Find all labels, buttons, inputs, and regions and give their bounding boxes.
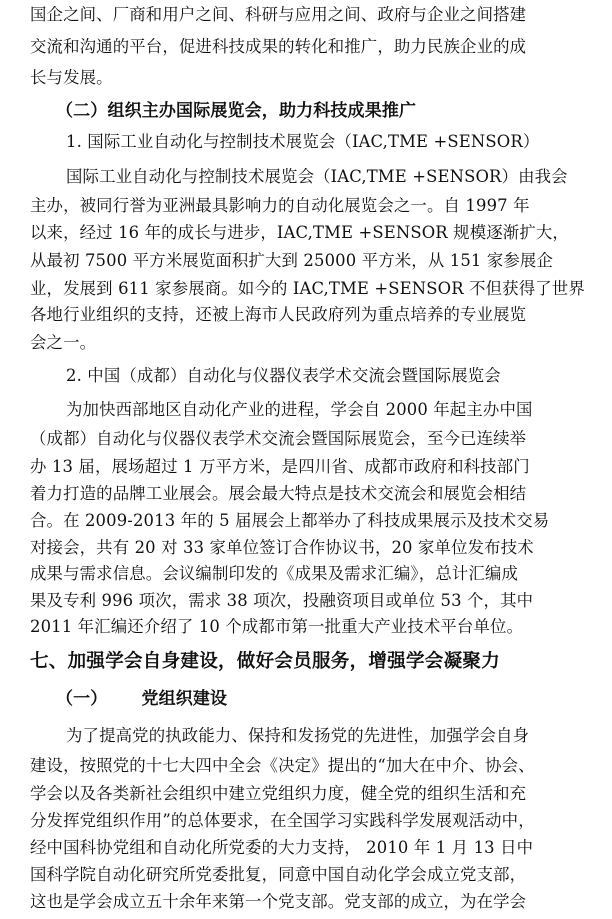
party-line-2: 建设，按照党的十七大四中全会《决定》提出的“加大在中介、协会、 [30, 756, 535, 775]
sub-1-title: 党组织建设 [141, 689, 228, 709]
party-line-4: 分发挥党组织作用”的总体要求，在全国学习实践科学发展观活动中， [30, 811, 535, 830]
item-2-line-4: 着力打造的品牌工业展会。展会最大特点是技术交流会和展览会相结 [30, 484, 527, 503]
item-1-line-6: 各地行业组织的支持，还被上海市人民政府列为重点培养的专业展览 [30, 305, 527, 324]
item-2-line-5: 合。在 2009-2013 年的 5 届展会上都举办了科技成果展示及技术交易 [30, 511, 550, 530]
intro-line-3: 长与发展。 [30, 68, 113, 87]
item-1-line-1: 国际工业自动化与控制技术展览会（IAC,TME +SENSOR）由我会 [66, 167, 568, 186]
item-1-line-5: 业，发展到 611 家参展商。如今的 IAC,TME +SENSOR 不但获得了世界 [30, 279, 585, 298]
item-2-line-3: 办 13 届，展场超过 1 万平方米，是四川省、成都市政府和科技部门 [30, 457, 530, 476]
party-line-6: 国科学院自动化研究所党委批复，同意中国自动化学会成立党支部， [30, 865, 527, 884]
party-line-1: 为了提高党的执政能力、保持和发扬党的先进性，加强学会自身 [66, 726, 530, 745]
item-1-line-4: 从最初 7500 平方米展览面积扩大到 25000 平方米，从 151 家参展企 [30, 251, 553, 270]
section-2-heading: （二）组织主办国际展览会，助力科技成果推广 [56, 101, 417, 121]
item-1-line-7: 会之一。 [30, 333, 97, 352]
item-2-line-7: 成果与需求信息。会议编制印发的《成果及需求汇编》，总计汇编成 [30, 564, 519, 583]
item-2-line-6: 对接会，共有 20 对 33 家单位签订合作协议书，20 家单位发布技术 [30, 538, 534, 557]
party-line-5: 经中国科协党组和自动化所党委的大力支持， 2010 年 1 月 13 日中 [30, 838, 534, 857]
chapter-7-heading: 七、加强学会自身建设，做好会员服务，增强学会凝聚力 [30, 651, 501, 672]
item-1-line-3: 以来，经过 16 年的成长与进步，IAC,TME +SENSOR 规模逐渐扩大， [30, 223, 569, 242]
party-line-7: 这也是学会成立五十余年来第一个党支部。党支部的成立，为在学会 [30, 892, 527, 911]
item-1-line-2: 主办，被同行誉为亚洲最具影响力的自动化展览会之一。自 1997 年 [30, 196, 530, 215]
item-2-title: 2. 中国（成都）自动化与仪器仪表学术交流会暨国际展览会 [66, 366, 501, 385]
sub-1-label: （一） [56, 689, 108, 709]
party-line-3: 学会以及各类新社会组织中建立党组织力度，健全党的组织生活和充 [30, 784, 527, 803]
item-2-line-1: 为加快西部地区自动化产业的进程，学会自 2000 年起主办中国 [66, 400, 533, 419]
item-2-line-2: （成都）自动化与仪器仪表学术交流会暨国际展览会，至今已连续举 [30, 429, 527, 448]
intro-line-1: 国企之间、厂商和用户之间、科研与应用之间、政府与企业之间搭建 [30, 5, 527, 24]
item-1-title: 1. 国际工业自动化与控制技术展览会（IAC,TME +SENSOR） [66, 132, 540, 151]
sub-1-heading [56, 689, 227, 709]
intro-line-2: 交流和沟通的平台，促进科技成果的转化和推广，助力民族企业的成 [30, 37, 527, 56]
item-2-line-8: 果及专利 996 项次，需求 38 项次，投融资项目或单位 53 个，其中 [30, 591, 534, 610]
item-2-line-9: 2011 年汇编还介绍了 10 个成都市第一批重大产业技术平台单位。 [30, 617, 524, 636]
